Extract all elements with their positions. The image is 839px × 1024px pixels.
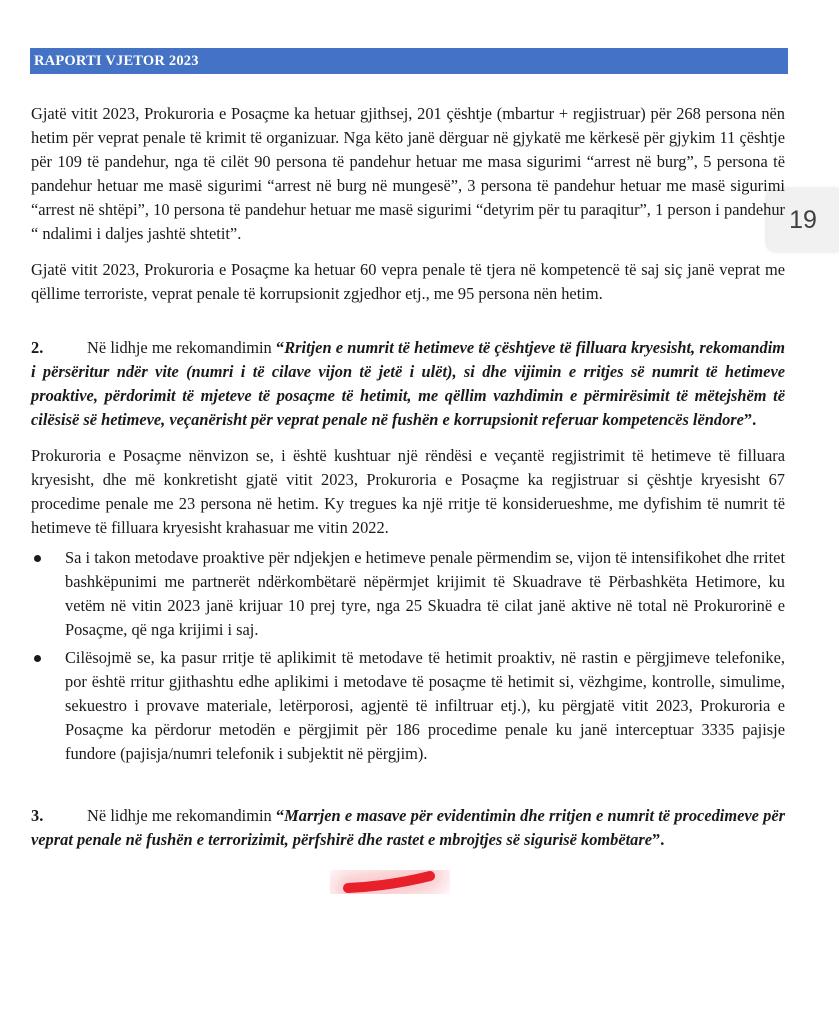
section-2-quote-close: ”.: [743, 410, 757, 429]
bullet-icon: [34, 555, 41, 562]
paragraph-organized-crime: Gjatë vitit 2023, Prokuroria e Posaçme ka hetuar gjithsej, 201 çështje (mbartur + regjistruar) për 268 persona nën hetim për veprat penale të krimit të organizuar. Nga këto janë dërguar në gjykatë me kërkesë për gjykim 11 çështje për 109 të pandehur, nga të cilët 90 persona të pandehur hetuar me masa sigurimi “arrest në burg”, 5 persona të pandehur hetuar me masë sigurimi “arrest në burg në mungesë”, 3 persona të pandehur hetuar me masë sigurimi “arrest në shtëpi”, 10 persona të pandehur hetuar me masë sigurimi “detyrim për tu paraqitur”, 1 person i pandehur “ ndalimi i daljes jashtë shtetit”.: [31, 104, 785, 243]
section-2-number: 2.: [31, 338, 44, 357]
section-2-intro: Në lidhje me rekomandimin: [87, 338, 276, 357]
bullet-text: Sa i takon metodave proaktive për ndjekjen e hetimeve penale përmendim se, vijon të intensifikohet dhe rritet bashkëpunimi me partnerët ndërkombëtarë nëpërmjet krijimit të Skuadrave të Përbashkëta Hetimore, ku vetëm në vitin 2023 janë krijuar 10 prej tyre, nga 25 Skuadra të cilat janë aktive në total në Prokurorinë e Posaçme, që nga krijimi i saj.: [65, 548, 785, 639]
section-3-intro: Në lidhje me rekomandimin: [87, 806, 276, 825]
report-header-bar: [30, 48, 788, 74]
report-title: RAPORTI VJETOR 2023: [34, 53, 199, 69]
bullet-text: Cilësojmë se, ka pasur rritje të aplikimit të metodave të hetimit proaktiv, në rastin e përgjimeve telefonike, por është rritur gjithashtu edhe aplikimi i metodave të posaçme të hetimit si, vëzhgime, kontrolle, simulime, sekuestro i provave materiale, letërporosi, agjentë të infiltruar etj.), ku përgjatë vitit 2023, Prokuroria e Posaçme ka përdorur metodën e përgjimit për 186 procedime penale ku janë interceptuar 3335 pajisje fundore (pajisja/numri telefonik i subjektit në përgjim).: [65, 648, 785, 763]
section-2-bullet-list: [31, 546, 785, 766]
paragraph-other-crimes: Gjatë vitit 2023, Prokuroria e Posaçme ka hetuar 60 vepra penale të tjera në kompetencë të saj siç janë veprat me qëllime terroriste, veprat penale të korrupsionit zgjedhor etj., me 95 persona nën hetim.: [31, 260, 785, 303]
section-2-recommendation: Rritjen e numrit të hetimeve të çështjeve të filluara kryesisht, rekomandim i përsëritur ndër vite (numri i të cilave vijon të jetë i ulët), si dhe vijimin e rritjes së numrit të hetimeve proaktive, përdorimit të mjeteve të posaçme të hetimit, me qëllim vazhdimin e përmirësimit të mëtejshëm të cilësisë së hetimeve, veçanërisht për veprat penale në fushën e korrupsionit referuar kompetencës lëndore: [31, 338, 785, 429]
red-highlight-annotation: [330, 858, 450, 918]
bullet-icon: [34, 655, 41, 662]
section-3-heading: [31, 804, 785, 852]
section-2-quote-open: “: [276, 338, 285, 357]
page-number-badge: 19: [767, 188, 839, 252]
section-3-quote-open: “: [275, 806, 285, 825]
section-3-quote-close: ”.: [652, 830, 665, 849]
section-2-body: Prokuroria e Posaçme nënvizon se, i është kushtuar një rëndësi e veçantë regjistrimit të hetimeve të filluara kryesisht, dhe më konkretisht gjatë vitit 2023, Prokuroria e Posaçme ka regjistruar si çështje kryesisht 67 procedime penale me 23 persona në hetim. Ky tregues ka një rritje të konsiderueshme, me dyfishim të numrit të hetimeve të filluara kryesisht krahasuar me vitin 2022.: [31, 446, 785, 537]
list-item: [31, 646, 785, 766]
document-body: [31, 102, 785, 864]
section-2-heading: [31, 336, 785, 432]
section-3-number: 3.: [31, 806, 44, 825]
list-item: [31, 546, 785, 642]
section-3-recommendation: Marrjen e masave për evidentimin dhe rritjen e numrit të procedimeve për veprat penale në fushën e terrorizimit, përfshirë dhe rastet e mbrojtjes së sigurisë kombëtare: [31, 806, 785, 849]
